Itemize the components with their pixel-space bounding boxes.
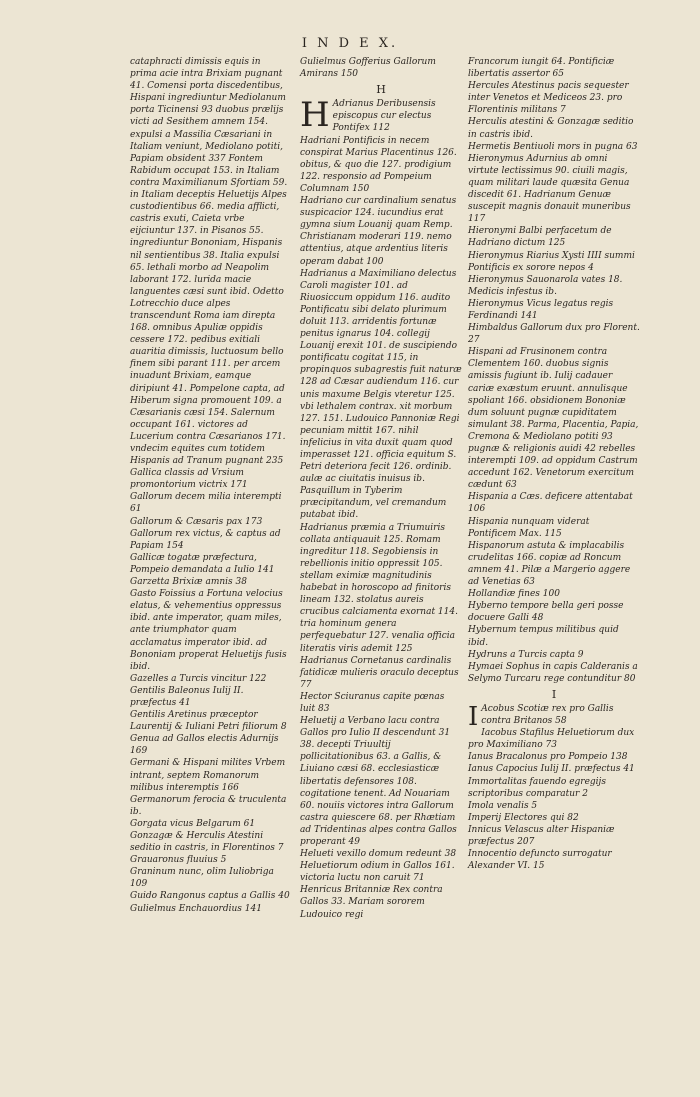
- index-entry: Imola venalis 5: [468, 800, 538, 811]
- index-entry: Helueti vexillo domum redeunt 38: [300, 849, 457, 860]
- section-letter-h: H: [376, 83, 386, 97]
- index-entry: Hercules Atestinus pacis sequester inter Venetos et Mediceos 23. pro Florentinis militans 7: [468, 81, 629, 116]
- index-entry: Hieronymus Vicus legatus regis Ferdinandi 141: [468, 298, 614, 321]
- index-entry: Innicus Velascus alter Hispaniæ præfectus 207: [468, 824, 615, 847]
- index-entry: Hollandiæ fines 100: [468, 589, 560, 600]
- index-entry: Gentilis Aretinus præceptor Laurentij & Iuliani Petri filiorum 8: [130, 710, 287, 733]
- index-entry: cataphracti dimissis equis in prima acie intra Brixiam pugnant 41. Comensi porta discedentibus, Hispani ingrediuntur Mediolanum porta Ticinensi 93 duobus prælijs victi ad Sesithem amnem 154. expulsi a Massilia Cæsariani in Italiam veniunt, Mediolano potiti, Papiam obsident 337 Fontem Rabidum occupat 153. in Italiam contra Maximilianum Sfortiam 59. in Italiam deceptis Heluetijs Alpes custodientibus 66. media afflicti, castris exuti, Caieta vrbe eijciuntur 137. in Pisanos 55. ingrediuntur Bononiam, Hispanis nil sentientibus 38. Italia expulsi 65. lethali morbo ad Neapolim laborant 172. lurida macie languentes cæsi sunt ibid. Odetto Lotrecchio duce alpes transcendunt Roma iam direpta 168. omnibus Apuliæ oppidis cessere 172. pedibus exitiali auaritia dimissis, luctuosum bello finem sibi parant 111. per arcem inuadunt Brixiam, eamque diripiunt 41. Pompelone capta, ad Hiberum signa promouent 109. a Cæsarianis cæsi 154. Salernum occupant 161. victores ad Lucerium contra Cæsarianos 171. vndecim equites cum totidem Hispanis ad Tranum pugnant 235: [130, 57, 288, 467]
- index-entry: Herculis atestini & Gonzagæ seditio in castris ibid.: [468, 117, 634, 140]
- index-entry: Himbaldus Gallorum dux pro Florent. 27: [468, 323, 640, 346]
- index-entry: Hydruns a Turcis capta 9: [468, 649, 584, 660]
- index-column-right: [468, 56, 640, 872]
- index-entry-text: Adrianus Deribusensis episcopus cur electus Pontifex 112: [332, 99, 436, 134]
- index-entry: Hieronymus Sauonarola vates 18. Medicis infestus ib.: [468, 274, 623, 297]
- index-entry: Gallica classis ad Vrsium promontorium victrix 171: [130, 468, 248, 491]
- index-entry: Ianus Bracalonus pro Pompeio 138: [468, 752, 628, 763]
- index-entry: [468, 701, 640, 732]
- index-entry: Hermetis Bentiuoli mors in pugna 63: [468, 141, 638, 152]
- index-entry: Gentilis Baleonus Iulij II. præfectus 41: [130, 685, 244, 708]
- index-entry: Genua ad Gallos electis Adurnijs 169: [130, 734, 279, 757]
- index-entry: Gasto Foissius a Fortuna velocius elatus, & vehementius oppressus ibid. ante imperator, quam miles, ante triumphator quam acclamatus imperator ibid. ad Bononiam properat Heluetijs fusis ibid.: [130, 589, 287, 672]
- index-entry: Grauaronus fluuius 5: [130, 855, 227, 866]
- index-entry: Immortalitas fauendo egregijs scriptoribus comparatur 2: [468, 776, 606, 799]
- index-entry: Gorgata vicus Belgarum 61: [130, 818, 256, 829]
- index-entry: Hadrianus a Maximiliano delectus Caroli magister 101. ad Riuosiccum oppidum 116. audito Pontificatu sibi delato plurimum doluit 113. arridentis fortunæ penitus ignarus 104. collegij Louanij erexit 101. de suscipiendo pontificatu cogitat 115, in propinquos subagrestis fuit naturæ 128 ad Cæsar audiendum 116. cur unis maxume Belgis vteretur 125. vbi lethalem contrax. xit morbum 127. 151. Ludouico Pannoniæ Regi pecuniam mittit 167. nihil infelicius in vita duxit quam quod imperasset 121. officia equitum S. Petri deteriora fecit 126. ordinib. aulæ ac ciuitatis inuisus ib. Pasquillum in Tyberim præcipitandum, vel cremandum putabat ibid.: [300, 268, 462, 521]
- index-entry: Hymaei Sophus in capis Calderanis a Selymo Turcaru rege contunditur 80: [468, 661, 638, 684]
- index-entry: Hieronymi Balbi perfacetum de Hadriano dictum 125: [468, 226, 612, 249]
- index-entry: Hadriani Pontificis in necem conspirat Marius Placentinus 126. obitus, & quo die 127. prodigium 122. responsio ad Pompeium Columnam 150: [300, 135, 457, 194]
- index-entry: Gallicæ togatæ præfectura, Pompeio demandata a Iulio 141: [130, 552, 275, 575]
- index-entry: Gallorum decem milia interempti 61: [130, 492, 282, 515]
- index-entry: Germani & Hispani milites Vrbem intrant, septem Romanorum milibus interemptis 166: [130, 758, 286, 793]
- index-entry: Gulielmus Enchauordius 141: [130, 903, 262, 914]
- index-entry: Guido Rangonus captus a Gallis 40: [130, 891, 290, 902]
- index-entry: Hispania a Cæs. deficere attentabat 106: [468, 492, 633, 515]
- drop-cap-h: H: [300, 95, 330, 136]
- index-entry: Gallorum rex victus, & captus ad Papiam 154: [130, 528, 281, 551]
- index-entry: Gazelles a Turcis vincitur 122: [130, 673, 267, 684]
- index-entry: [300, 95, 462, 136]
- index-entry: Hadrianus Cornetanus cardinalis fatidicæ mulieris oraculo deceptus 77: [300, 655, 459, 690]
- section-letter-i: I: [551, 687, 557, 701]
- drop-cap-i: I: [468, 701, 479, 732]
- index-entry: Heluetij a Verbano lacu contra Gallos pro Iulio II descendunt 31 38. decepti Triuultij pollicitationibus 63. a Gallis, & Liuiano cæsi 68. ecclesiasticæ libertatis defensores 108. cogitatione tenent. Ad Nouariam 60. nouiis victores intra Gallorum castra quiescere 68. per Rhætiam ad Tridentinas alpes contra Gallos properant 49: [300, 716, 457, 847]
- index-entry: Hispani ad Frusinonem contra Clementem 160. duobus signis amissis fugiunt ib. Iulij cadauer cariæ exæstum eruunt. annulisque spoliant 166. obsidionem Bononiæ dum soluunt pugnæ cupiditatem simulant 38. Parma, Placentia, Papia, Cremona & Mediolano potiti 93 pugnæ & religionis auidi 42 rebelles interempti 109. ad oppidum Castrum accedunt 162. Venetorum exercitum cædunt 63: [468, 347, 639, 491]
- index-entry: Gulielmus Gofferius Gallorum Amirans 150: [300, 57, 436, 80]
- index-entry: Graninum nunc, olim Iuliobriga 109: [130, 867, 274, 890]
- index-entry: Innocentio defuncto surrogatur Alexander VI. 15: [468, 849, 612, 872]
- index-entry: Hieronymus Riarius Xysti IIII summi Pontificis ex sorore nepos 4: [468, 250, 635, 273]
- index-entry: Iacobus Stafilus Heluetiorum dux pro Maximiliano 73: [468, 728, 635, 751]
- index-entry: Garzetta Brixiæ amnis 38: [130, 577, 247, 588]
- index-entry: Imperij Electores qui 82: [468, 812, 579, 823]
- index-entry: Germanorum ferocia & truculenta ib.: [130, 794, 287, 817]
- index-entry: Hyberno tempore bella geri posse docuere Galli 48: [468, 601, 624, 624]
- index-column-middle: [300, 56, 462, 921]
- index-entry: Hieronymus Adurnius ab omni virtute lectissimus 90. ciuili magis, quam militari laude quæsita Genua discedit 61. Hadrianum Genuæ suscepit magnis donauit muneribus 117: [468, 153, 631, 225]
- index-entry-text: Acobus Scotiæ rex pro Gallis contra Britanos 58: [481, 703, 614, 727]
- index-column-left: [130, 56, 290, 915]
- index-entry: Gallorum & Cæsaris pax 173: [130, 516, 263, 527]
- index-entry: Hadrianus præmia a Triumuiris collata antiquauit 125. Romam ingreditur 118. Segobiensis in rebellionis initio oppressit 105. stellam eximiæ magnitudinis habebat in horoscopo ad finitoris lineam 132. stolatus aureis crucibus calciamenta exornat 114. tria hominum genera perfequebatur 127. venalia officia literatis viris ademit 125: [300, 522, 458, 654]
- index-entry: Gonzagæ & Herculis Atestini seditio in castris, in Florentinos 7: [130, 831, 284, 854]
- index-entry: Hispanorum astuta & implacabilis crudelitas 166. copiæ ad Roncum amnem 41. Pilæ a Margerio aggere ad Venetias 63: [468, 540, 631, 588]
- index-entry: Hadriano cur cardinalium senatus suspicacior 124. iucundius erat gymna sium Louanij quam Remp. Christianam moderari 119. nemo attentius, atque ardentius literis operam dabat 100: [300, 196, 457, 267]
- index-entry: Hybernum tempus militibus quid ibid.: [468, 625, 619, 648]
- index-entry: Ianus Capocius Iulij II. præfectus 41: [468, 764, 635, 775]
- index-entry: Henricus Britanniæ Rex contra Gallos 33. Mariam sororem Ludouico regi: [300, 885, 443, 920]
- index-entry: Heluetiorum odium in Gallos 161. victoria luctu non caruit 71: [300, 861, 455, 884]
- index-entry: Hispania nunquam viderat Pontificem Max. 115: [468, 516, 590, 539]
- page-header: I N D E X.: [301, 36, 399, 51]
- index-entry: Hector Sciuranus capite pœnas luit 83: [300, 691, 445, 714]
- index-entry: Francorum iungit 64. Pontificiæ libertatis assertor 65: [468, 57, 615, 80]
